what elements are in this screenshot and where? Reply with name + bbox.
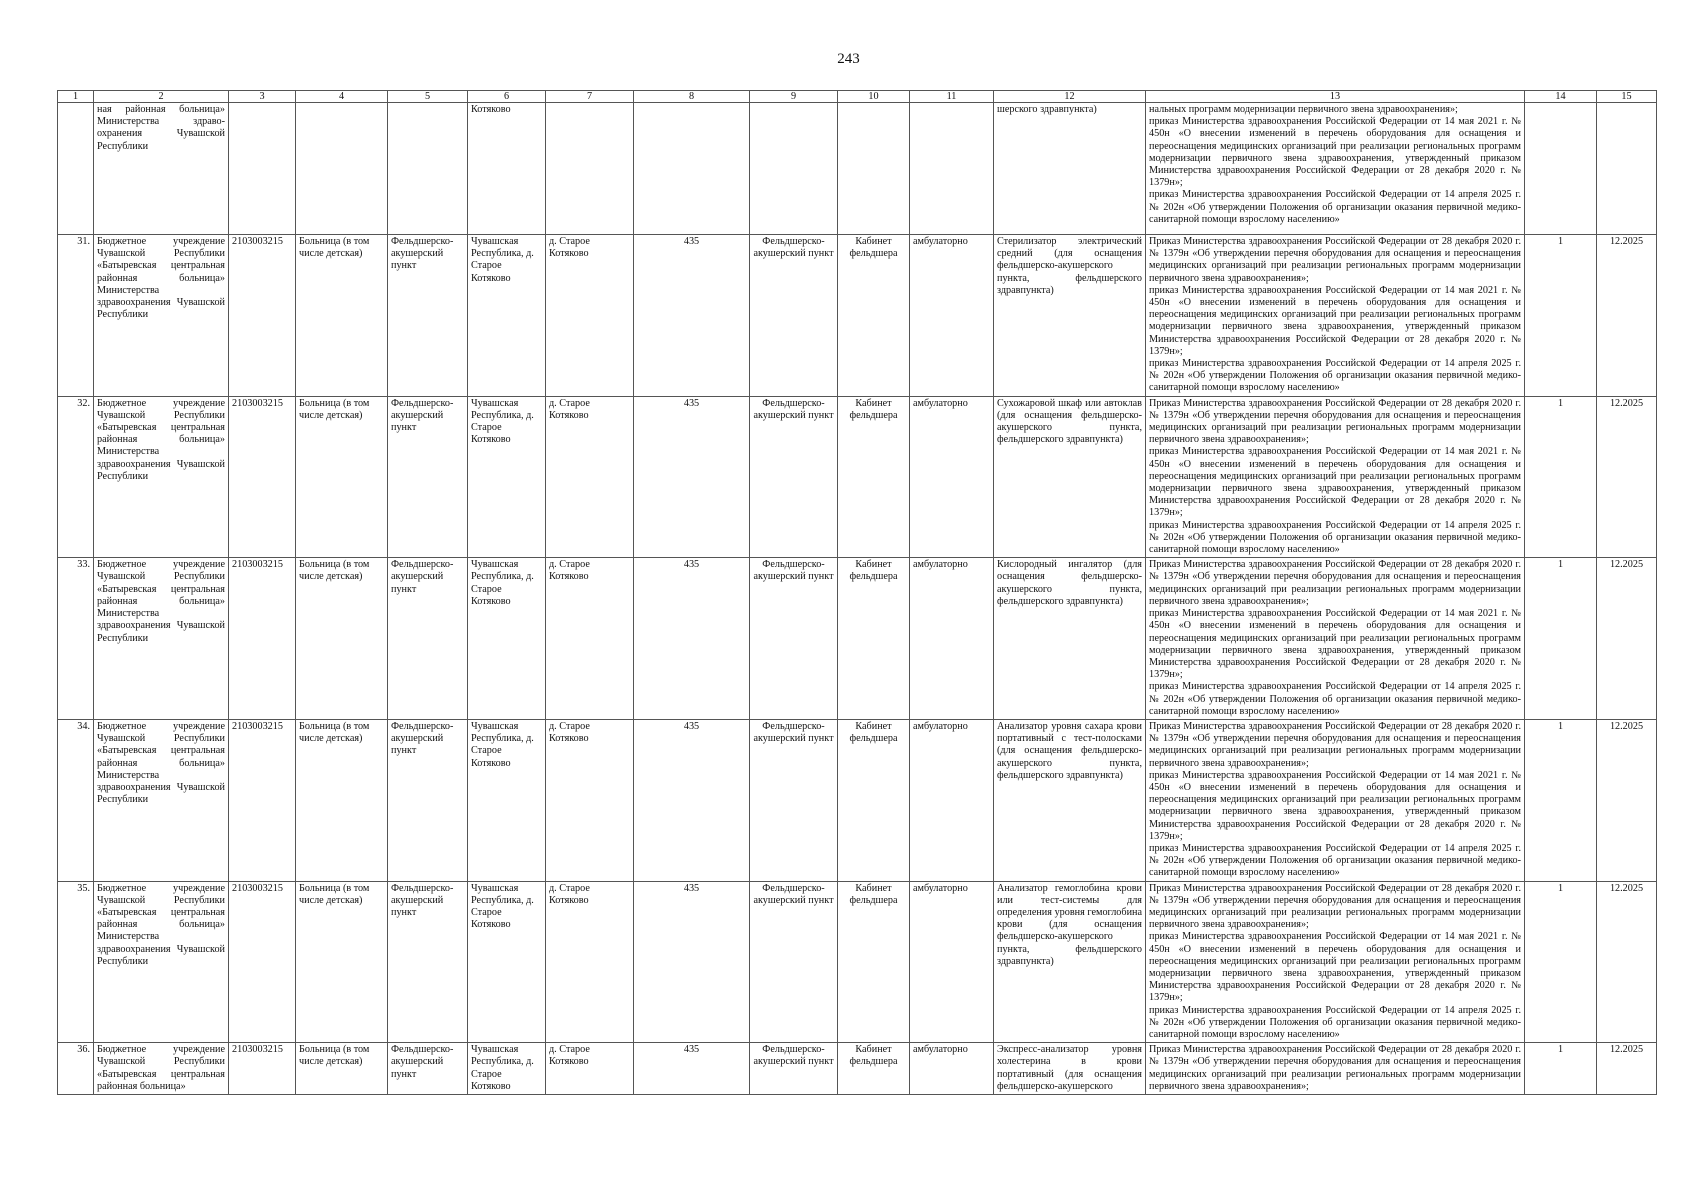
cell-num: 33. (58, 558, 94, 720)
cell-division: Фельдшерско-акушерский пункт (750, 558, 838, 720)
cell-type (296, 103, 388, 235)
cell-quantity: 1 (1525, 1043, 1597, 1095)
cell-address: Чувашская Республика, д. Старое Котяково (468, 235, 546, 397)
cell-institution: ная районная больница» Министерства здраво-охранения Чувашской Республики (94, 103, 229, 235)
cell-condition: амбулаторно (910, 1043, 994, 1095)
cell-institution: Бюджетное учреждение Чувашской Республики «Батыревская центральная районная больница» (94, 1043, 229, 1095)
cell-quantity: 1 (1525, 719, 1597, 881)
cell-num: 34. (58, 719, 94, 881)
cell-division: Фельдшерско-акушерский пункт (750, 719, 838, 881)
column-header: 11 (910, 91, 994, 103)
cell-institution: Бюджетное учреждение Чувашской Республики «Батыревская центральная районная больница» Министерства здравоохранения Чувашской Республики (94, 719, 229, 881)
cell-equipment-name: Кислородный ингалятор (для оснащения фельдшерско-акушерского пункта, фельдшерского здравпункта) (994, 558, 1146, 720)
cell-equipment-name: Стерилизатор электрический средний (для оснащения фельдшерско-акушерского пункта, фельдшерского здравпункта) (994, 235, 1146, 397)
cell-basis: Приказ Министерства здравоохранения Российской Федерации от 28 декабря 2020 г. № 1379н «Об утверждении перечня оборудования для оснащения и переоснащения медицинских организаций при реализации региональных программ модернизации первичного звена здравоохранения»; приказ Министерства здравоохранения Российской Федерации от 14 мая 2021 г. № 450н «О внесении изменений в перечень оборудования для оснащения и переоснащения медицинских организаций при реализации региональных программ модернизации первичного звена здравоохранения, утвержденный приказом Министерства здравоохранения Российской Федерации от 28 декабря 2020 г. № 1379н»; приказ Министерства здравоохранения Российской Федерации от 14 апреля 2025 г. № 202н «Об утверждении Положения об организации оказания первичной медико-санитарной помощи взрослому населению» (1146, 881, 1525, 1043)
cell-capacity: 435 (634, 396, 750, 558)
cell-room: Кабинет фельдшера (838, 1043, 910, 1095)
cell-room: Кабинет фельдшера (838, 719, 910, 881)
cell-institution: Бюджетное учреждение Чувашской Республики «Батыревская центральная районная больница» Министерства здравоохранения Чувашской Республики (94, 235, 229, 397)
cell-locality: д. Старое Котяково (546, 719, 634, 881)
cell-date (1597, 103, 1657, 235)
cell-locality: д. Старое Котяково (546, 396, 634, 558)
cell-quantity (1525, 103, 1597, 235)
table-row (58, 881, 1657, 1043)
column-header: 8 (634, 91, 750, 103)
cell-condition: амбулаторно (910, 558, 994, 720)
cell-num: 35. (58, 881, 94, 1043)
cell-address: Чувашская Республика, д. Старое Котяково (468, 881, 546, 1043)
cell-division: Фельдшерско-акушерский пункт (750, 235, 838, 397)
table-row (58, 1043, 1657, 1095)
cell-condition (910, 103, 994, 235)
column-number-row (58, 91, 1657, 103)
cell-basis: Приказ Министерства здравоохранения Российской Федерации от 28 декабря 2020 г. № 1379н «Об утверждении перечня оборудования для оснащения и переоснащения медицинских организаций при реализации региональных программ модернизации первичного звена здравоохранения»; приказ Министерства здравоохранения Российской Федерации от 14 мая 2021 г. № 450н «О внесении изменений в перечень оборудования для оснащения и переоснащения медицинских организаций при реализации региональных программ модернизации первичного звена здравоохранения, утвержденный приказом Министерства здравоохранения Российской Федерации от 28 декабря 2020 г. № 1379н»; приказ Министерства здравоохранения Российской Федерации от 14 апреля 2025 г. № 202н «Об утверждении Положения об организации оказания первичной медико-санитарной помощи взрослому населению» (1146, 235, 1525, 397)
equipment-register-table (57, 90, 1657, 1095)
cell-inn: 2103003215 (229, 235, 296, 397)
cell-capacity: 435 (634, 881, 750, 1043)
column-header: 1 (58, 91, 94, 103)
table-row (58, 558, 1657, 720)
cell-quantity: 1 (1525, 558, 1597, 720)
cell-capacity: 435 (634, 558, 750, 720)
cell-quantity: 1 (1525, 235, 1597, 397)
cell-locality: д. Старое Котяково (546, 881, 634, 1043)
cell-type: Больница (в том числе детская) (296, 719, 388, 881)
cell-division (750, 103, 838, 235)
cell-division: Фельдшерско-акушерский пункт (750, 1043, 838, 1095)
cell-basis: Приказ Министерства здравоохранения Российской Федерации от 28 декабря 2020 г. № 1379н «Об утверждении перечня оборудования для оснащения и переоснащения медицинских организаций при реализации региональных программ модернизации первичного звена здравоохранения»; (1146, 1043, 1525, 1095)
page-number: 243 (837, 51, 860, 67)
table-row (58, 396, 1657, 558)
cell-locality: д. Старое Котяково (546, 235, 634, 397)
cell-facility: Фельдшерско-акушерский пункт (388, 235, 468, 397)
cell-date: 12.2025 (1597, 396, 1657, 558)
cell-num: 32. (58, 396, 94, 558)
cell-facility: Фельдшерско-акушерский пункт (388, 881, 468, 1043)
cell-basis: Приказ Министерства здравоохранения Российской Федерации от 28 декабря 2020 г. № 1379н «Об утверждении перечня оборудования для оснащения и переоснащения медицинских организаций при реализации региональных программ модернизации первичного звена здравоохранения»; приказ Министерства здравоохранения Российской Федерации от 14 мая 2021 г. № 450н «О внесении изменений в перечень оборудования для оснащения и переоснащения медицинских организаций при реализации региональных программ модернизации первичного звена здравоохранения, утвержденный приказом Министерства здравоохранения Российской Федерации от 28 декабря 2020 г. № 1379н»; приказ Министерства здравоохранения Российской Федерации от 14 апреля 2025 г. № 202н «Об утверждении Положения об организации оказания первичной медико-санитарной помощи взрослому населению» (1146, 558, 1525, 720)
cell-room (838, 103, 910, 235)
cell-date: 12.2025 (1597, 719, 1657, 881)
cell-condition: амбулаторно (910, 719, 994, 881)
cell-inn: 2103003215 (229, 396, 296, 558)
cell-room: Кабинет фельдшера (838, 396, 910, 558)
table-row-continuation (58, 103, 1657, 235)
cell-locality (546, 103, 634, 235)
column-header: 7 (546, 91, 634, 103)
cell-inn: 2103003215 (229, 881, 296, 1043)
cell-condition: амбулаторно (910, 881, 994, 1043)
cell-institution: Бюджетное учреждение Чувашской Республики «Батыревская центральная районная больница» Министерства здравоохранения Чувашской Республики (94, 881, 229, 1043)
column-header: 14 (1525, 91, 1597, 103)
cell-locality: д. Старое Котяково (546, 1043, 634, 1095)
cell-address: Чувашская Республика, д. Старое Котяково (468, 1043, 546, 1095)
cell-facility: Фельдшерско-акушерский пункт (388, 1043, 468, 1095)
column-header: 2 (94, 91, 229, 103)
cell-capacity: 435 (634, 719, 750, 881)
cell-basis: нальных программ модернизации первичного звена здравоохранения»; приказ Министерства здравоохранения Российской Федерации от 14 мая 2021 г. № 450н «О внесении изменений в перечень оборудования для оснащения и переоснащения медицинских организаций при реализации региональных программ модернизации первичного звена здравоохранения, утвержденный приказом Министерства здравоохранения Российской Федерации от 28 декабря 2020 г. № 1379н»; приказ Министерства здравоохранения Российской Федерации от 14 апреля 2025 г. № 202н «Об утверждении Положения об организации оказания первичной медико-санитарной помощи взрослому населению» (1146, 103, 1525, 235)
cell-quantity: 1 (1525, 881, 1597, 1043)
column-header: 3 (229, 91, 296, 103)
column-header: 13 (1146, 91, 1525, 103)
cell-num: 31. (58, 235, 94, 397)
cell-division: Фельдшерско-акушерский пункт (750, 396, 838, 558)
cell-equipment-name: шерского здравпункта) (994, 103, 1146, 235)
cell-equipment-name: Анализатор гемоглобина крови или тест-системы для определения уровня гемоглобина крови (для оснащения фельдшерско-акушерского пункта, фельдшерского здравпункта) (994, 881, 1146, 1043)
cell-date: 12.2025 (1597, 235, 1657, 397)
column-header: 5 (388, 91, 468, 103)
cell-room: Кабинет фельдшера (838, 558, 910, 720)
cell-type: Больница (в том числе детская) (296, 235, 388, 397)
column-header: 10 (838, 91, 910, 103)
cell-capacity: 435 (634, 235, 750, 397)
column-header: 9 (750, 91, 838, 103)
cell-equipment-name: Анализатор уровня сахара крови портативный с тест-полосками (для оснащения фельдшерско-акушерского пункта, фельдшерского здравпункта) (994, 719, 1146, 881)
cell-num: 36. (58, 1043, 94, 1095)
cell-num (58, 103, 94, 235)
cell-type: Больница (в том числе детская) (296, 396, 388, 558)
cell-equipment-name: Сухожаровой шкаф или автоклав (для оснащения фельдшерско-акушерского пункта, фельдшерского здравпункта) (994, 396, 1146, 558)
cell-capacity: 435 (634, 1043, 750, 1095)
cell-facility: Фельдшерско-акушерский пункт (388, 396, 468, 558)
cell-inn: 2103003215 (229, 558, 296, 720)
cell-institution: Бюджетное учреждение Чувашской Республики «Батыревская центральная районная больница» Министерства здравоохранения Чувашской Республики (94, 396, 229, 558)
cell-facility: Фельдшерско-акушерский пункт (388, 719, 468, 881)
cell-condition: амбулаторно (910, 235, 994, 397)
cell-capacity (634, 103, 750, 235)
cell-facility: Фельдшерско-акушерский пункт (388, 558, 468, 720)
cell-institution: Бюджетное учреждение Чувашской Республики «Батыревская центральная районная больница» Министерства здравоохранения Чувашской Республики (94, 558, 229, 720)
cell-facility (388, 103, 468, 235)
cell-room: Кабинет фельдшера (838, 881, 910, 1043)
cell-address: Чувашская Республика, д. Старое Котяково (468, 558, 546, 720)
column-header: 15 (1597, 91, 1657, 103)
column-header: 6 (468, 91, 546, 103)
column-header: 4 (296, 91, 388, 103)
cell-type: Больница (в том числе детская) (296, 558, 388, 720)
cell-room: Кабинет фельдшера (838, 235, 910, 397)
cell-basis: Приказ Министерства здравоохранения Российской Федерации от 28 декабря 2020 г. № 1379н «Об утверждении перечня оборудования для оснащения и переоснащения медицинских организаций при реализации региональных программ модернизации первичного звена здравоохранения»; приказ Министерства здравоохранения Российской Федерации от 14 мая 2021 г. № 450н «О внесении изменений в перечень оборудования для оснащения и переоснащения медицинских организаций при реализации региональных программ модернизации первичного звена здравоохранения, утвержденный приказом Министерства здравоохранения Российской Федерации от 28 декабря 2020 г. № 1379н»; приказ Министерства здравоохранения Российской Федерации от 14 апреля 2025 г. № 202н «Об утверждении Положения об организации оказания первичной медико-санитарной помощи взрослому населению» (1146, 396, 1525, 558)
cell-locality: д. Старое Котяково (546, 558, 634, 720)
cell-address: Чувашская Республика, д. Старое Котяково (468, 396, 546, 558)
cell-quantity: 1 (1525, 396, 1597, 558)
cell-condition: амбулаторно (910, 396, 994, 558)
cell-division: Фельдшерско-акушерский пункт (750, 881, 838, 1043)
cell-date: 12.2025 (1597, 558, 1657, 720)
table-row (58, 719, 1657, 881)
cell-type: Больница (в том числе детская) (296, 881, 388, 1043)
table-row (58, 235, 1657, 397)
cell-date: 12.2025 (1597, 881, 1657, 1043)
cell-equipment-name: Экспресс-анализатор уровня холестерина в крови портативный (для оснащения фельдшерско-акушерского (994, 1043, 1146, 1095)
cell-type: Больница (в том числе детская) (296, 1043, 388, 1095)
cell-basis: Приказ Министерства здравоохранения Российской Федерации от 28 декабря 2020 г. № 1379н «Об утверждении перечня оборудования для оснащения и переоснащения медицинских организаций при реализации региональных программ модернизации первичного звена здравоохранения»; приказ Министерства здравоохранения Российской Федерации от 14 мая 2021 г. № 450н «О внесении изменений в перечень оборудования для оснащения и переоснащения медицинских организаций при реализации региональных программ модернизации первичного звена здравоохранения, утвержденный приказом Министерства здравоохранения Российской Федерации от 28 декабря 2020 г. № 1379н»; приказ Министерства здравоохранения Российской Федерации от 14 апреля 2025 г. № 202н «Об утверждении Положения об организации оказания первичной медико-санитарной помощи взрослому населению» (1146, 719, 1525, 881)
cell-date: 12.2025 (1597, 1043, 1657, 1095)
cell-inn: 2103003215 (229, 719, 296, 881)
cell-inn (229, 103, 296, 235)
cell-address: Чувашская Республика, д. Старое Котяково (468, 719, 546, 881)
cell-inn: 2103003215 (229, 1043, 296, 1095)
column-header: 12 (994, 91, 1146, 103)
cell-address: Котяково (468, 103, 546, 235)
